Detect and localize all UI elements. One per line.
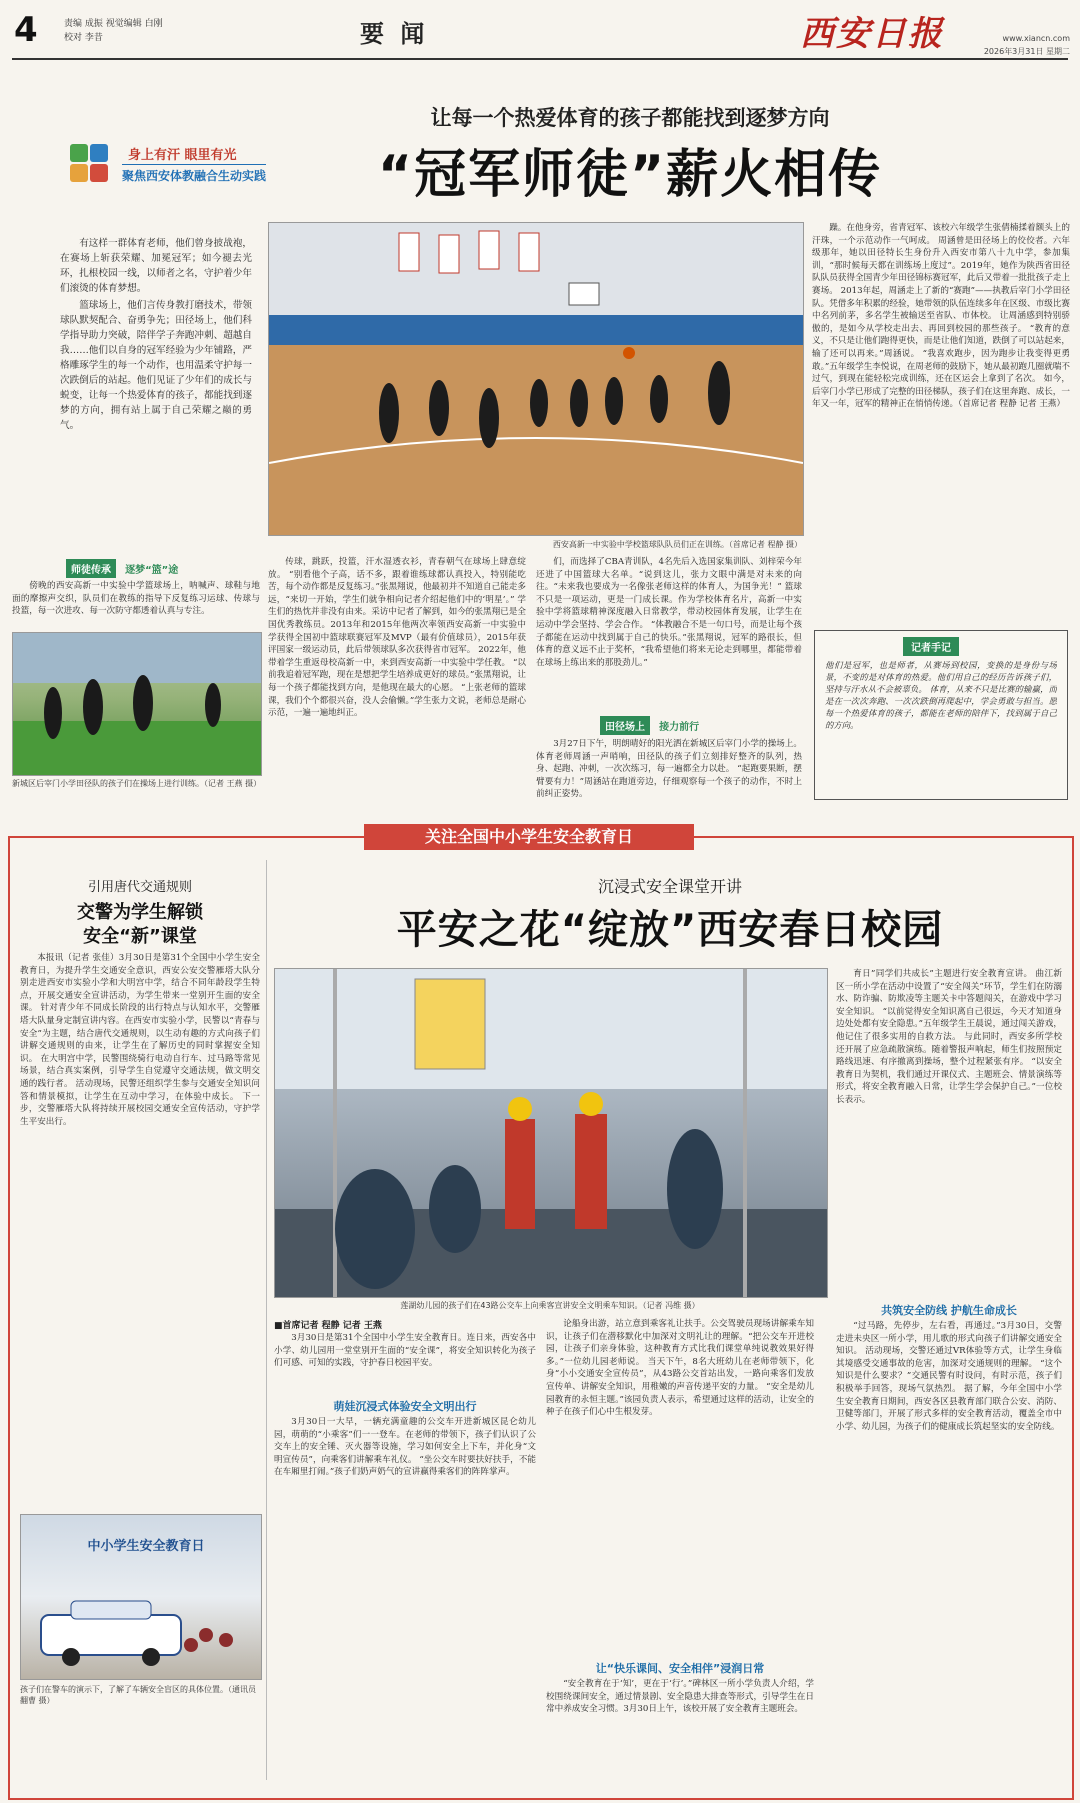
section-label-mentor-sub: 逐梦“篮”途 [125,565,179,576]
traffic-article-text: 本报讯（记者 张佳）3月30日是第31个全国中小学生安全教育日，为提升学生交通安全意识，西安公安交警雁塔大队分别走进西安市实验小学和大明宫中学，结合不同年龄段学生特点，开展交通安全宣讲活动，为学生带来一堂别开生面的安全课。 针对青少年不同成长阶段的出行特点与认知水平，交警雁塔大队量身定制宣讲内容。在西安市实验小学，民警以“青春与安全”为主题，结合唐代交通规则，以生动有趣的方式向孩子们讲解交通规则的由来，让学生在了解历史的同时掌握安全知识。 在大明宫中学，民警围绕骑行电动自行车、过马路等常见场景，结合真实案例，引导学生自觉遵守交通法规，做文明交通的践行者。 活动现场，民警还组织学生参与交通安全知识问答和情景模拟，让学生在互动中学习，在体验中成长。 下一步，交警雁塔大队将持续开展校园交通安全宣传活动，守护学生平安出行。 [20,953,260,1127]
safety-col-2b [546,1678,814,1786]
traffic-article [20,952,260,1510]
section-label-mentor-title: 师徒传承 [66,559,116,578]
safety-banner: 关注全国中小学生安全教育日 [364,824,694,850]
feature-col-left [12,580,260,628]
feature-headline: “冠军师徒”薪火相传 [377,145,883,205]
safety-subhead-2: 让“快乐课间、安全相伴”浸润日常 [595,1662,765,1675]
police-car-photo-sign: 中小学生安全教育日 [87,1539,205,1554]
bus-photo-caption: 莲湖幼儿园的孩子们在43路公交车上向乘客宣讲安全文明乘车知识。（记者 冯维 摄） [400,1301,700,1310]
police-car-photo-caption: 孩子们在警车的演示下，了解了车辆安全盲区的具体位置。（通讯员 翻曹 摄） [20,1685,256,1705]
feature-intro-paragraph-2: 篮球场上，他们言传身教打磨技术，带领球队默契配合、奋勇争先；田径场上，他们科学指导助力突破，陪伴学子奔跑冲刺、超越自我……他们以自身的冠军经验为少年铺路，严格雕琢学生的每一个动作，也用温柔守护每一次跌倒后的站起。他们见证了少年们的成长与蜕变，让每一个热爱体育的孩子，都能找到逐梦的方向，拥有站上属于自己荣耀之巅的勇气。 [60,300,252,431]
safety-col-2b-text: “安全教育在于‘知’，更在于‘行’。”碑林区一所小学负责人介绍，学校围绕课间安全，通过情景剧、安全隐患大排查等形式，引导学生在日常中养成安全习惯。3月30日上午，该校开展了安全教育主题班会。 [546,1679,814,1715]
masthead [0,0,1080,62]
safety-col-3 [836,968,1062,1298]
safety-subhead-3: 共筑安全防线 护航生命成长 [881,1304,1017,1317]
editors-line-1: 责编 成振 视觉编辑 白刚 [64,19,163,29]
feature-intro [60,236,252,554]
feature-col-3b [536,738,802,800]
police-car-illustration [21,1515,261,1679]
feature-col-right [812,222,1070,624]
basketball-court-illustration [269,223,803,535]
safety-subhead-1: 萌娃沉浸式体验安全文明出行 [333,1400,477,1413]
safety-col-1b [274,1416,536,1786]
traffic-headline-line-2: 安全“新”课堂 [83,926,197,947]
track-training-illustration [13,633,261,775]
editor-note-title: 记者手记 [903,637,959,656]
safety-col-1b-text: 3月30日一大早，一辆充满童趣的公交车开进新城区昆仑幼儿园，萌萌的“小乘客”们一一登车。在老师的带领下，孩子们认识了公交车上的安全锤、灭火器等设施，学习如何安全上下车，并化身“文明宣传员”，向乘客们讲解乘车礼仪。 “坐公交车时要扶好扶手，不能在车厢里打闹。”孩子们奶声奶气的宣讲赢得乘客们的阵阵掌声。 [274,1417,536,1478]
track-photo-caption: 新城区后宰门小学田径队的孩子们在操场上进行训练。（记者 王燕 摄） [12,779,262,788]
series-logo-graphic [66,142,114,186]
feature-col-3-text: 们，而选择了CBA青训队，4名先后入选国家集训队、刘梓荣今年还进了中国篮球大名单。“说到这儿，张力文眼中满是对未来的向往。“未来我也要成为一名像张老师这样的体育人，为国争光！” 篮球不只是一项运动，更是一门成长课。作为学校体育名片，高新一中实验中学将篮球精神深度融入日常教学，带动校园体育发展，让学生在运动中学会坚持、学会合作。 “体教融合不是一句口号，而是让每个孩子都能在运动中找到属于自己的快乐。”张黑翔说，冠军的路很长，但体育的意义远不止于奖杯，“我希望他们将来无论走到哪里，都能带着在球场上练出来的那股劲儿。” [536,557,802,668]
safety-col-1-text: 3月30日是第31个全国中小学生安全教育日。连日来，西安各中小学、幼儿园用一堂堂别开生面的“安全课”，将安全知识转化为孩子们可感、可知的实践，守护春日校园平安。 [274,1333,536,1369]
issue-date: 2026年3月31日 星期二 [983,47,1070,56]
track-training-photo [12,632,262,776]
brand-logo: 西安日报 [800,14,944,54]
section-label-mentor [66,558,256,578]
editor-note-box [814,630,1068,800]
section-title: 要 闻 [360,20,429,48]
feature-col-2-text: 传球，跳跃，投篮，汗水湿透衣衫，青春朝气在球场上肆意绽放。 “别看他个子高，话不多，跟着谁练球都认真投入，特别能吃苦，每个动作都是反复练习。”张黑翔说，他最初并不知道自己能走多远，“来切一开始，学生们就争相向记者介绍起他们中的‘明星’。” 学生们的热忱并非没有由来。采访中记者了解到，如今的张黑翔已是全国优秀教练员。2013年和2015年他两次率领西安高新一中实验中学获得全国初中篮球联赛冠军及MVP（最有价值球员），2015年获评国家一级运动员，此后带领球队多次获得省市冠军。 2022年，他带着学生重返母校高新一中，来到西安高新一中实验中学任教。 “以前我追着冠军跑，现在是想把学生培养成更好的球员。”张黑翔说，让每一个孩子都能找到方向，是他现在最大的心愿。 “上张老师的篮球课，我们个个都很兴奋，没人会偷懒。”学生张力文说，老师总是耐心示范，一遍一遍地纠正。 [268,557,526,719]
basketball-training-photo [268,222,804,536]
safety-column-divider [266,860,267,1780]
main-photo-caption: 西安高新一中实验中学校篮球队队员们正在训练。（首席记者 程静 摄） [552,540,802,549]
safety-col-3-text: 育日”同学们共成长”主题进行安全教育宣讲。 曲江新区一所小学在活动中设置了“安全闯关”环节，学生们在防溺水、防诈骗、防欺凌等主题关卡中答题闯关，在游戏中学习安全知识。 “以前觉得安全知识离自己很远，今天才知道身边处处都有安全隐患。”五年级学生王晨说，通过闯关游戏，他记住了很多实用的自救方法。 与此同时，西安多所学校还开展了应急疏散演练。随着警报声响起，师生们按照预定路线迅速、有序撤离到操场，整个过程紧张有序。 “以安全教育日为契机，我们通过开课仪式、主题班会、情景演练等形式，将安全教育融入日常，让学生学会保护自己。”一位校长表示。 [836,969,1062,1105]
feature-col-right-text: 躁。在他身旁，省青冠军、该校六年级学生张倩楠揉着额头上的汗珠，一个示范动作一气呵成。 周涵曾是田径场上的佼佼者。六年级那年，她以田径特长生身份升入西安市第八十九中学，参加集训，“那时候每天都在训练场上度过”。2019年，她作为陕西省田径队队员获得全国青少年田径锦标赛冠军，此后又带着一批批孩子走上赛场。 2013年起，周涵走上了新的“赛跑”——执教后宰门小学田径队。凭借多年积累的经验，她带领的队伍连续多年在区级、市级比赛中名列前茅，多名学生被输送至省队、市体校。 让周涵感到特别骄傲的，是如今从学校走出去、再回到校园的那些孩子。 “教育的意义，不只是让他们跑得更快，而是让他们知道，跌倒了可以站起来，输了还可以再来。”周涵说。 “我喜欢跑步，因为跑步让我变得更勇敢。”五年级学生李悦说，在周老师的鼓励下，她从最初跑几圈就喘不过气，到现在能轻松完成训练，还在区运会上拿到了名次。 如今，后宰门小学已形成了完整的田径梯队，孩子们在这里奔跑、成长，一年又一年，冠军的精神正在悄悄传递。（首席记者 程静 记者 王燕） [812,223,1070,410]
series-logo-line-1: 身上有汗 眼里有光 [128,148,237,163]
page-number: 4 [14,10,38,50]
feature-intro-paragraph-1: 有这样一群体育老师，他们曾身披战袍，在赛场上斩获荣耀、加冕冠军；如今褪去光环，扎根校园一线，以师者之名，守护着少年们滚烫的体育梦想。 [60,238,252,294]
editors-line-2: 校对 李昔 [64,33,103,43]
traffic-kicker: 引用唐代交通规则 [87,880,192,895]
section-label-track-sub: 接力前行 [659,722,700,733]
safety-col-2-text: 论船身出游，站立意到乘客礼让扶手。公交驾驶员现场讲解乘车知识，让孩子们在潜移默化中加深对文明礼让的理解。“把公交车开进校园，让孩子们亲身体验，这种教育方式比我们课堂单纯说教效果好得多。”一位幼儿园老师说。 当天下午，8名大班幼儿在老师带领下，化身“小小交通安全宣传员”，从43路公交首站出发，一路向乘客们发放宣传单、讲解安全知识，用稚嫩的声音传递平安的力量。 “安全是幼儿园教育的永恒主题。”该园负责人表示，希望通过这样的活动，让安全的种子在孩子们心中生根发芽。 [546,1319,814,1418]
safety-col-2 [546,1318,814,1654]
bus-interior-illustration [275,969,827,1297]
safety-kicker: 沉浸式安全课堂开讲 [597,877,742,896]
safety-col-3b [836,1320,1062,1786]
section-label-track [600,715,800,735]
series-logo-line-2: 聚焦西安体教融合生动实践 [122,164,266,184]
masthead-divider [12,58,1068,60]
police-car-photo [20,1514,262,1680]
safety-col-1 [274,1332,536,1392]
safety-headline: 平安之花“绽放”西安春日校园 [396,907,944,953]
traffic-headline-line-1: 交警为学生解锁 [77,902,203,923]
feature-kicker: 让每一个热爱体育的孩子都能找到逐梦方向 [430,106,830,130]
section-label-track-title: 田径场上 [600,716,650,735]
bus-safety-photo [274,968,828,1298]
website: www.xiancn.com [1002,34,1070,43]
feature-col-3 [536,556,802,712]
feature-col-3b-text: 3月27日下午，明朗晴好的阳光洒在新城区后宰门小学的操场上。体育老师周涵一声哨响，田径队的孩子们立刻排好整齐的队列，热身、起跑、冲刺，一次次练习，每一遍都全力以赴。 “起跑要果断，摆臂要有力！”周涵站在跑道旁边，仔细观察每一个孩子的动作，不时上前纠正姿势。 [536,739,802,800]
editor-note-text: 他们是冠军，也是师者，从赛场到校园，变换的是身份与场景，不变的是对体育的热爱。他们用自己的经历告诉孩子们，坚持与汗水从不会被辜负。 体育，从来不只是比赛的输赢，而是在一次次奔跑、一次次跌倒再爬起中，学会勇敢与担当。愿每一个热爱体育的孩子，都能在老师的陪伴下，找到属于自己的方向。 [825,660,1057,730]
series-logo [66,138,296,190]
safety-byline: ■首席记者 程静 记者 王燕 [274,1321,382,1331]
feature-col-left-text: 傍晚的西安高新一中实验中学篮球场上，呐喊声、球鞋与地面的摩擦声交织，队员们在教练的指导下反复练习运球、传球与投篮，每一次进攻、每一次防守都透着认真与专注。 [12,581,260,617]
safety-col-3b-text: “过马路，先停步，左右看，再通过。”3月30日，交警走进未央区一所小学，用儿歌的形式向孩子们讲解交通安全知识。 活动现场，交警还通过VR体验等方式，让学生身临其境感受交通事故的危害，加深对交通规则的理解。 “这个知识是什么要求？”交通民警有时设问，有时示范，孩子们积极举手回答，现场气氛热烈。 据了解，今年全国中小学生安全教育日期间，西安各区县教育部门联合公安、消防、卫健等部门，开展了形式多样的安全教育活动，覆盖全市中小学、幼儿园，为孩子们的健康成长筑起坚实的安全防线。 [836,1321,1062,1432]
feature-col-2 [268,556,526,800]
